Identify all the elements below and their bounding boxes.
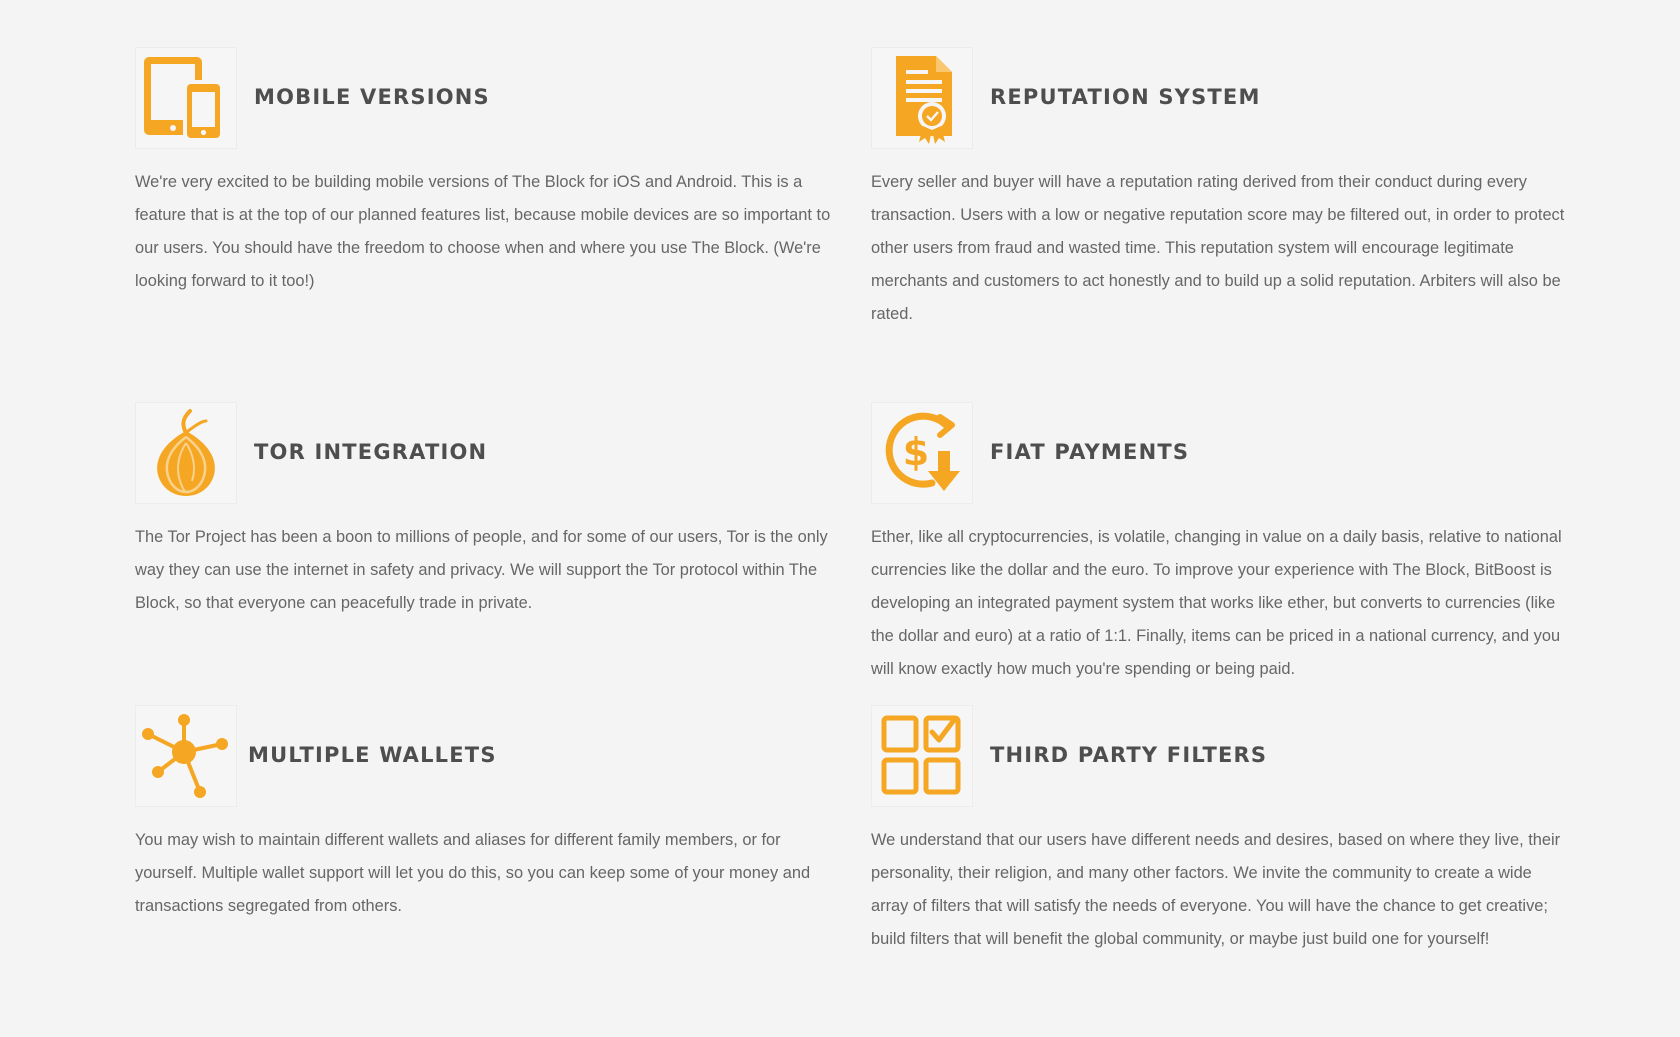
feature-reputation-system (871, 47, 1571, 323)
certificate-icon (871, 47, 973, 149)
feature-mobile-versions (135, 47, 835, 290)
feature-description: You may wish to maintain different wallets and aliases for different family members, or for yourself. Multiple wallet support will let you do this, so you can keep some of your money and transactions segregated from others. (135, 831, 811, 915)
feature-description: Ether, like all cryptocurrencies, is volatile, changing in value on a daily basis, relative to national currencies like the dollar and the euro. To improve your experience with The Block, BitBoost is developing an integrated payment system that works like ether, but converts to currencies (like the dollar and euro) at a ratio of 1:1. Finally, items can be priced in a national currency, and you will know exactly how much you're spending or being paid. (871, 528, 1562, 678)
feature-header (135, 402, 835, 506)
feature-header (871, 47, 1571, 151)
feature-description: The Tor Project has been a boon to millions of people, and for some of our users, Tor is the only way they can use the internet in safety and privacy. We will support the Tor protocol within The Block, so that everyone can peacefully trade in private. (135, 528, 828, 612)
network-nodes-icon (135, 705, 237, 807)
feature-title: MULTIPLE WALLETS (248, 743, 497, 767)
feature-title: THIRD PARTY FILTERS (990, 743, 1268, 767)
feature-third-party-filters (871, 705, 1571, 948)
feature-title: MOBILE VERSIONS (254, 85, 490, 109)
mobile-devices-icon (135, 47, 237, 149)
feature-description: We understand that our users have different needs and desires, based on where they live, their personality, their religion, and many other factors. We invite the community to create a wide array of filters that will satisfy the needs of everyone. You will have the chance to get creative; build filters that will benefit the global community, or maybe just build one for yourself! (871, 831, 1561, 948)
svg-text:$: $ (902, 430, 930, 474)
feature-title: REPUTATION SYSTEM (990, 85, 1261, 109)
feature-fiat-payments (871, 402, 1571, 678)
feature-header (135, 705, 835, 809)
feature-header (135, 47, 835, 151)
dollar-exchange-icon (871, 402, 973, 504)
onion-icon (135, 402, 237, 504)
feature-description: Every seller and buyer will have a reputation rating derived from their conduct during every transaction. Users with a low or negative reputation score may be filtered out, in order to protect other users from fraud and wasted time. This reputation system will encourage legitimate merchants and customers to act honestly and to build up a solid reputation. Arbiters will also be rated. (871, 173, 1565, 323)
feature-title: FIAT PAYMENTS (990, 440, 1190, 464)
feature-header (871, 402, 1571, 506)
feature-title: TOR INTEGRATION (254, 440, 488, 464)
feature-multiple-wallets (135, 705, 835, 915)
feature-tor-integration (135, 402, 835, 612)
feature-header (871, 705, 1571, 809)
feature-description: We're very excited to be building mobile versions of The Block for iOS and Android. This is a feature that is at the top of our planned features list, because mobile devices are so important to our users. You should have the freedom to choose when and where you use The Block. (We're looking forward to it too!) (135, 173, 831, 290)
checkbox-grid-icon (871, 705, 973, 807)
